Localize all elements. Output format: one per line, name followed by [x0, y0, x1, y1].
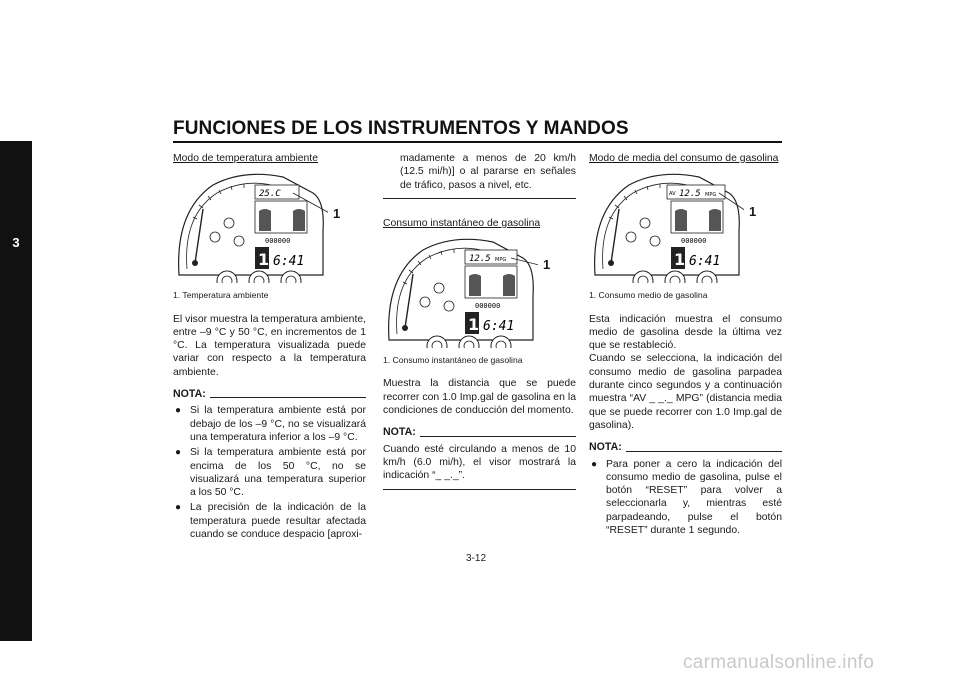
- continuation-text: madamente a menos de 20 km/h (12.5 mi/h)] o al pararse en señales de tráfico, pasos a nivel, etc.: [400, 153, 576, 191]
- lcd-top-text: 25.C: [259, 189, 281, 200]
- figure-callout-number: 1: [333, 206, 341, 222]
- page-title: FUNCIONES DE LOS INSTRUMENTOS Y MANDOS: [173, 118, 629, 139]
- bullet-icon: ●: [175, 502, 182, 514]
- instrument-figure-instant-fuel: [383, 236, 551, 348]
- lcd-odometer: 000000: [681, 237, 707, 246]
- lcd-clock: 6:41: [483, 319, 515, 335]
- nota-label: NOTA:: [589, 441, 622, 454]
- figure-caption: 1. Temperatura ambiente: [173, 290, 269, 301]
- nota-label: NOTA:: [383, 426, 416, 439]
- lcd-gear: 1: [468, 315, 480, 335]
- lcd-odometer: 000000: [265, 237, 291, 246]
- section-heading-average-fuel: Modo de media del consumo de gasolina: [589, 153, 779, 164]
- instrument-cluster-illustration: [589, 171, 744, 283]
- lcd-prefix: AV: [669, 191, 676, 198]
- column-2: [383, 152, 576, 496]
- section-heading-temperature: Modo de temperatura ambiente: [173, 153, 318, 164]
- lcd-gear: 1: [258, 250, 270, 270]
- chapter-tab: [0, 141, 32, 641]
- figure-caption: 1. Consumo medio de gasolina: [589, 290, 708, 301]
- bullet-text: Si la temperatura ambiente está por encima de los 50 °C, no se visualizará una temperatura superior a los 50 °C.: [190, 447, 366, 499]
- chapter-number: 3: [12, 235, 20, 250]
- nota-header: [173, 388, 366, 401]
- lcd-clock: 6:41: [689, 254, 721, 270]
- instrument-figure-average-fuel: [589, 171, 757, 283]
- paragraph: El visor muestra la temperatura ambiente, entre –9 °C y 50 °C, en incrementos de 1 °C. La temperatura visualizada puede variar con respecto a la temperatura ambiente.: [173, 313, 366, 378]
- nota-end-rule: [383, 489, 576, 490]
- page-number: 3-12: [466, 553, 487, 564]
- paragraph: Esta indicación muestra el consumo medio de gasolina desde la última vez que se restableció.: [589, 313, 782, 352]
- list-item: [173, 501, 366, 541]
- nota-label: NOTA:: [173, 388, 206, 401]
- lcd-odometer: 000000: [475, 302, 501, 311]
- list-item: [173, 446, 366, 499]
- lcd-gear: 1: [674, 250, 686, 270]
- paragraph: Cuando se selecciona, la indicación del consumo medio de gasolina parpadea durante cinco segundos y a continuación muestra “AV _ _._ MPG” (distancia media que se puede recorrer con 1.0 Imp.gal de gasolina).: [589, 353, 782, 431]
- lcd-unit: MPG: [705, 192, 717, 199]
- column-1: [173, 152, 366, 543]
- bullet-text: Para poner a cero la indicación del consumo medio de gasolina, pulse el botón “RESET” para volver a seleccionarla y, mientras esté parpadeando, pulse el botón “RESET” durante 1 segundo.: [606, 458, 782, 537]
- nota-header: [383, 426, 576, 439]
- instrument-figure-temperature: [173, 171, 341, 283]
- nota-rule: [210, 397, 366, 398]
- nota-header: [589, 441, 782, 454]
- list-item: [589, 458, 782, 538]
- figure-caption: 1. Consumo instantáneo de gasolina: [383, 355, 523, 366]
- list-item: [173, 404, 366, 444]
- figure-callout-number: 1: [749, 204, 757, 220]
- section-heading-instant-fuel: Consumo instantáneo de gasolina: [383, 217, 541, 229]
- bullet-icon: ●: [175, 447, 182, 459]
- nota-text: Cuando esté circulando a menos de 10 km/h (6.0 mi/h), el visor mostrará la indicación “_ _._”.: [383, 443, 576, 482]
- instrument-cluster-illustration: [173, 171, 328, 283]
- bullet-icon: ●: [175, 405, 182, 417]
- nota-rule: [420, 436, 576, 437]
- nota-end-rule: [383, 198, 576, 199]
- lcd-clock: 6:41: [273, 254, 305, 270]
- lcd-top-text: 12.5: [469, 254, 491, 265]
- instrument-cluster-illustration: [383, 236, 538, 348]
- nota-rule: [626, 451, 782, 452]
- lcd-unit: MPG: [495, 257, 507, 264]
- lcd-top-text: 12.5: [679, 189, 701, 200]
- bullet-text: Si la temperatura ambiente está por debajo de los –9 °C, no se visualizará una temperatura inferior a los –9 °C.: [190, 405, 366, 443]
- title-rule: [173, 141, 782, 143]
- column-3: [589, 152, 782, 539]
- bullet-text: La precisión de la indicación de la temperatura puede resultar afectada cuando se conduce despacio [aproxi-: [190, 502, 366, 541]
- watermark-text: carmanualsonline.info: [683, 652, 875, 673]
- bullet-icon: ●: [591, 458, 598, 470]
- figure-callout-number: 1: [543, 257, 551, 273]
- paragraph: Muestra la distancia que se puede recorrer con 1.0 Imp.gal de gasolina en la condiciones de conducción del momento.: [383, 378, 576, 417]
